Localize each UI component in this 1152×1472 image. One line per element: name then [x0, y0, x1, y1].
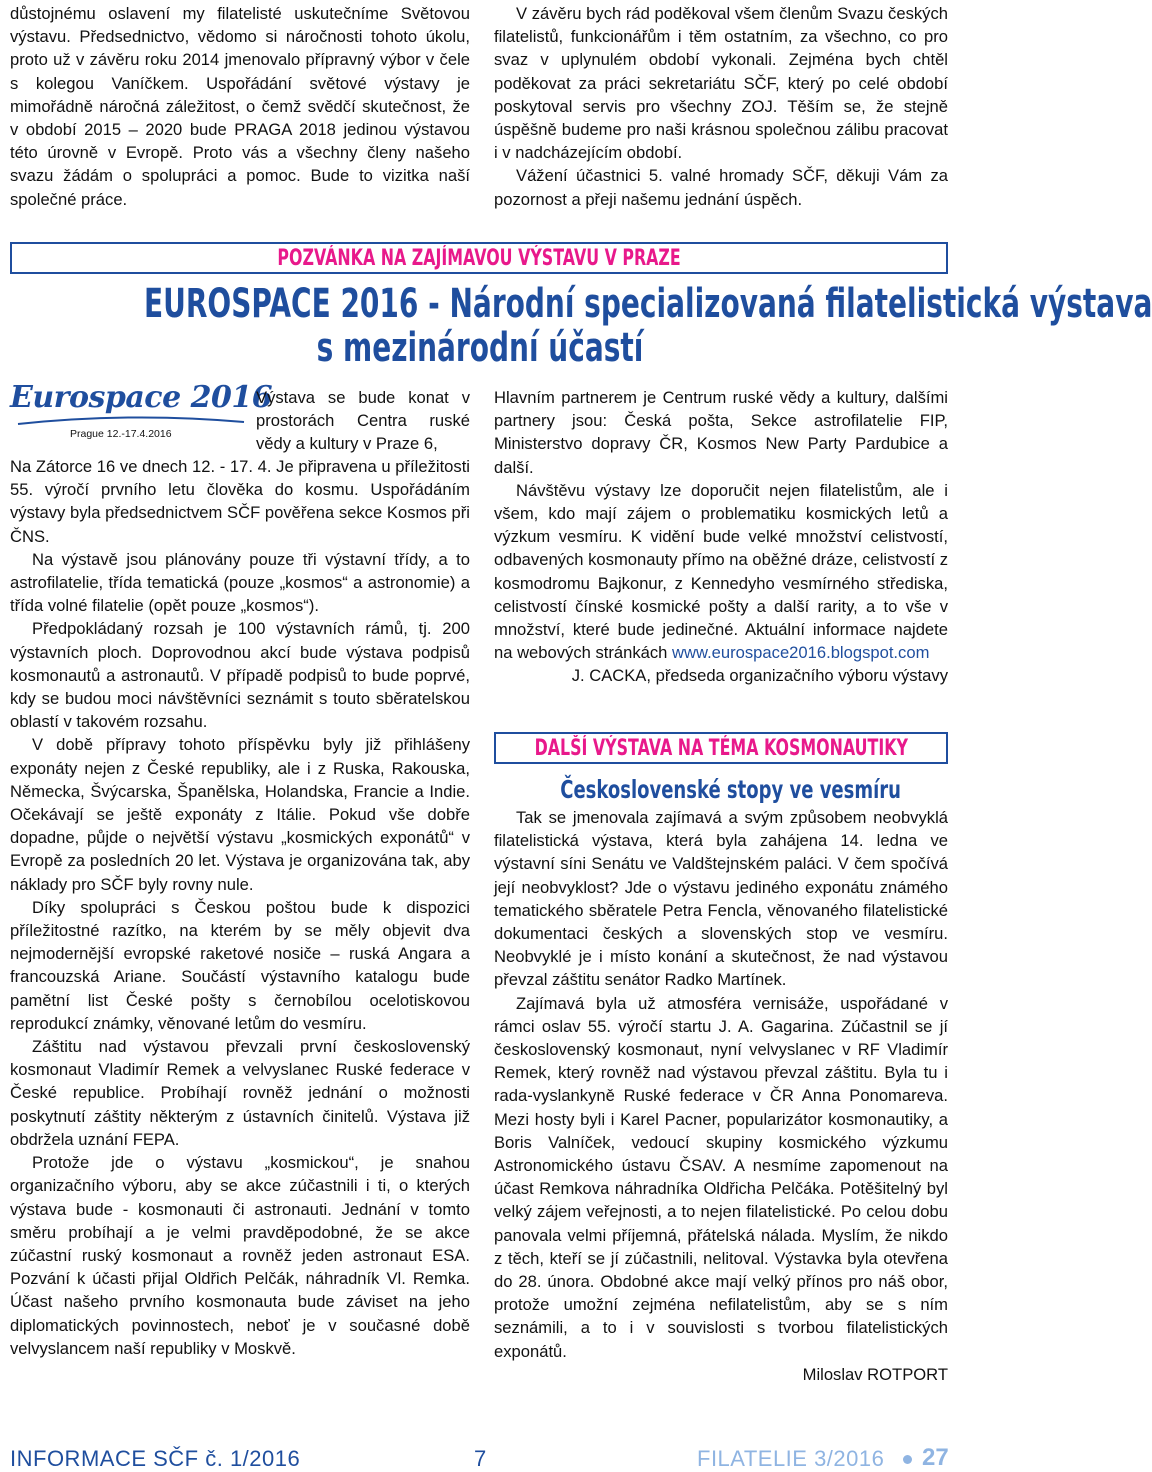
other-paragraph-2: Zajímavá byla už atmosféra vernisáže, uspořádané v rámci oslav 55. výročí startu J. A. Gagarina. Zúčastnil se jí československý kosmonaut, nyní velvyslanec v RF Vladimír Remek, který rovněž nad výstavou převzal záštitu. Byla tu i rada-vyslankyně Ruské federace v ČR Anna Ponomareva. Mezi hosty byli i Karel Pacner, popularizátor kosmonautiky, a Boris Valníček, vedoucí skupiny kosmického výzkumu Astronomického ústavu ČSAV. A nesmíme zapomenout na účast Remkova náhradníka Oldřicha Pelčáka. Potěšitelný byl velký zájem veřejnosti, a to nejen filatelistické. Po celou dobu panovala velmi příjemná, přátelská nálada. Myslím, že nikdo z těch, kteří se jí zúčastnili, nelitoval. Výstavka byla otevřena do 28. února. Obdobné akce mají velký přínos pro náš obor, protože umožní zejména nefilatelistům, aby se s ním seznámili, a to i v souvislosti s tvorbou filatelistických exponátů. [494, 993, 948, 1361]
footer-left-page-number: 7 [474, 1446, 487, 1471]
eurospace-signature: J. CACKA, předseda organizačního výboru výstavy [571, 666, 948, 686]
left-paragraph-2: Na výstavě jsou plánovány pouze tři výstavní třídy, a to astrofilatelie, třída tematická (pouze „kosmos“ a astronomie) a třída volné filatelie (opět pouze „kosmos“). [10, 549, 470, 616]
other-exhibition-column [494, 806, 948, 1386]
top-right-paragraph-1: V závěru bych rád poděkoval všem členům Svazu českých filatelistů, funkcionářům i těm ostatním, za všechno, co pro svaz v uplynulém období vykonali. Zejména bych chtěl poděkovat za práci sekretariátu SČF, který po celé období poskytoval servis pro všechny ZOJ. Těším se, že stejně úspěšně budeme pro naši krásnou společnou zálibu pracovat i v nadcházejícím období. [494, 4, 948, 163]
article-headline [0, 281, 1152, 371]
invite-banner [10, 242, 948, 274]
top-left-paragraph: důstojnému oslavení my filatelisté uskutečníme Světovou výstavu. Předsednictvo, vědomo si náročnosti tohoto úkolu, proto už v závěru roku 2014 jmenovalo přípravný výbor v čele s kolegou Vaníčkem. Uspořádání světové výstavy je mimořádně náročná záležitost, o čemž svědčí skutečnost, že v období 2015 – 2020 bude PRAGA 2018 jedinou výstavou této úrovně v Evropě. Proto vás a všechny členy našeho svazu žádám o spolupráci a pomoc. Bude to vizitka naší společné práce. [10, 4, 470, 209]
footer-bullet-icon [903, 1455, 912, 1464]
right-paragraph-1: Hlavním partnerem je Centrum ruské vědy a kultury, dalšími partnery jsou: Česká pošta, Sekce astrofilatelie FIP, Ministerstvo dopravy ČR, Kosmos New Party Pardubice a další. [494, 388, 948, 477]
left-paragraph-5: Díky spolupráci s Českou poštou bude k dispozici příležitostné razítko, na kterém by se měly objevit dva nejmodernější evropské raketové nosiče – ruská Angara a francouzská Ariane. Součástí výstavního katalogu bude pamětní list České pošty s černobílou ocelotiskovou reprodukcí známky, věnované letům do vesmíru. [10, 897, 470, 1033]
top-left-column [10, 2, 470, 211]
other-paragraph-1: Tak se jmenovala zajímavá a svým způsobem neobvyklá filatelistická výstava, která byla zahájena 14. ledna ve výstavní síni Senátu ve Valdštejnském paláci. V čem spočívá její neobvyklost? Jde o výstavu jediného exponátu známého tematického sběratele Petra Fencla, věnovaného filatelistické dokumentaci českých a slovenských stop ve vesmíru. Neobvyklé je i místo konání a skutečnost, že nad výstavou převzal záštitu senátor Radko Martínek. [494, 808, 948, 990]
invite-banner-text: POZVÁNKA NA ZAJÍMAVOU VÝSTAVU V PRAZE [277, 245, 681, 271]
left-intro-text: Výstava se bude konat v prostorách Centra ruské vědy a kultury v Praze 6, [256, 388, 470, 454]
eurospace-website-link[interactable]: www.eurospace2016.blogspot.com [672, 643, 930, 663]
headline-line-2: s mezinárodní účastí [316, 325, 644, 371]
right-column [494, 386, 948, 688]
footer-right-label: FILATELIE 3/2016 [697, 1446, 885, 1471]
other-exhibition-title [494, 775, 948, 804]
left-paragraph-7: Protože jde o výstavu „kosmickou“, je snahou organizačního výboru, aby se akce zúčastnili i ti, o kterých výstava bude - kosmonauti či astronauti. Jednání v tomto směru probíhají a je velmi pravděpodobné, že se akce zúčastní ruský kosmonaut a rovněž jeden astronaut ESA. Pozvání k účasti přijal Oldřich Pelčák, náhradník Vl. Remka. Účast našeho prvního kosmonauta bude záviset na jeho diplomatických povinnostech, neboť je v současné době velvyslancem naší republiky v Moskvě. [10, 1153, 470, 1358]
other-exhibition-banner-text: DALŠÍ VÝSTAVA NA TÉMA KOSMONAUTIKY [534, 735, 908, 761]
left-paragraph-4: V době přípravy tohoto příspěvku byly již přihlášeny exponáty nejen z České republiky, ale i z Ruska, Rakouska, Německa, Švýcarska, Španělska, Holandska, Francie a Indie. Očekávají se ještě exponáty z Itálie. Pokud vše dobře dopadne, půjde o největší výstavu „kosmických exponátů“ v Evropě za posledních 20 let. Výstava je organizována tak, aby náklady pro SČF byly rovny nule. [10, 735, 470, 894]
left-column [10, 455, 470, 1360]
left-paragraph-6: Záštitu nad výstavou převzali první československý kosmonaut Vladimír Remek a velvyslanec Ruské federace v České republice. Probíhají rovněž jednání o možnosti poskytnutí záštity některým z ústavních činitelů. Výstava již obdržela uznání FEPA. [10, 1037, 470, 1149]
logo-orbit-icon [16, 414, 246, 428]
footer-right-page-number: 27 [922, 1444, 949, 1471]
top-right-paragraph-2: Vážení účastnici 5. valné hromady SČF, děkuji Vám za pozornost a přeji našemu jednání úspěch. [494, 166, 948, 209]
article-author: Miloslav ROTPORT [802, 1364, 948, 1384]
eurospace-logo [10, 380, 273, 450]
left-paragraph-1: Na Zátorce 16 ve dnech 12. - 17. 4. Je připravena u příležitosti 55. výročí prvního letu člověka do kosmu. Uspořádáním výstavy byla předsednictvem SČF pověřena sekce Kosmos při ČNS. [10, 457, 470, 546]
right-paragraph-2 [494, 479, 948, 665]
logo-wordmark: Eurospace 2016 [10, 380, 273, 415]
left-intro [256, 386, 470, 456]
headline-line-1: EUROSPACE 2016 - Národní specializovaná filatelistická výstava [144, 281, 1152, 327]
footer-left-label: INFORMACE SČF č. 1/2016 [10, 1446, 301, 1471]
logo-subtitle: Prague 12.-17.4.2016 [70, 428, 172, 440]
other-exhibition-banner [494, 732, 948, 764]
top-right-column [494, 2, 948, 211]
left-paragraph-3: Předpokládaný rozsah je 100 výstavních rámů, tj. 200 výstavních ploch. Doprovodnou akcí bude výstava podpisů kosmonautů a astronautů. V případě podpisů to bude poprvé, kdy se budou moci návštěvníci seznámit s touto sběratelskou oblastí v takovém rozsahu. [10, 619, 470, 732]
other-exhibition-title-text: Československé stopy ve vesmíru [560, 775, 901, 804]
right-paragraph-2-text: Návštěvu výstavy lze doporučit nejen filatelistům, ale i všem, kdo mají zájem o problematiku kosmických letů a výzkum vesmíru. K vidění bude velké množství celistvostí, odbavených kosmonauty přímo na oběžné dráze, celistvostí z kosmodromu Bajkonur, z Kennedyho vesmírného střediska, celistvostí čínské kosmické pošty a další rarity, a to vše v množství, které bude jedinečné. Aktuální informace najdete na webových stránkách [494, 480, 948, 663]
